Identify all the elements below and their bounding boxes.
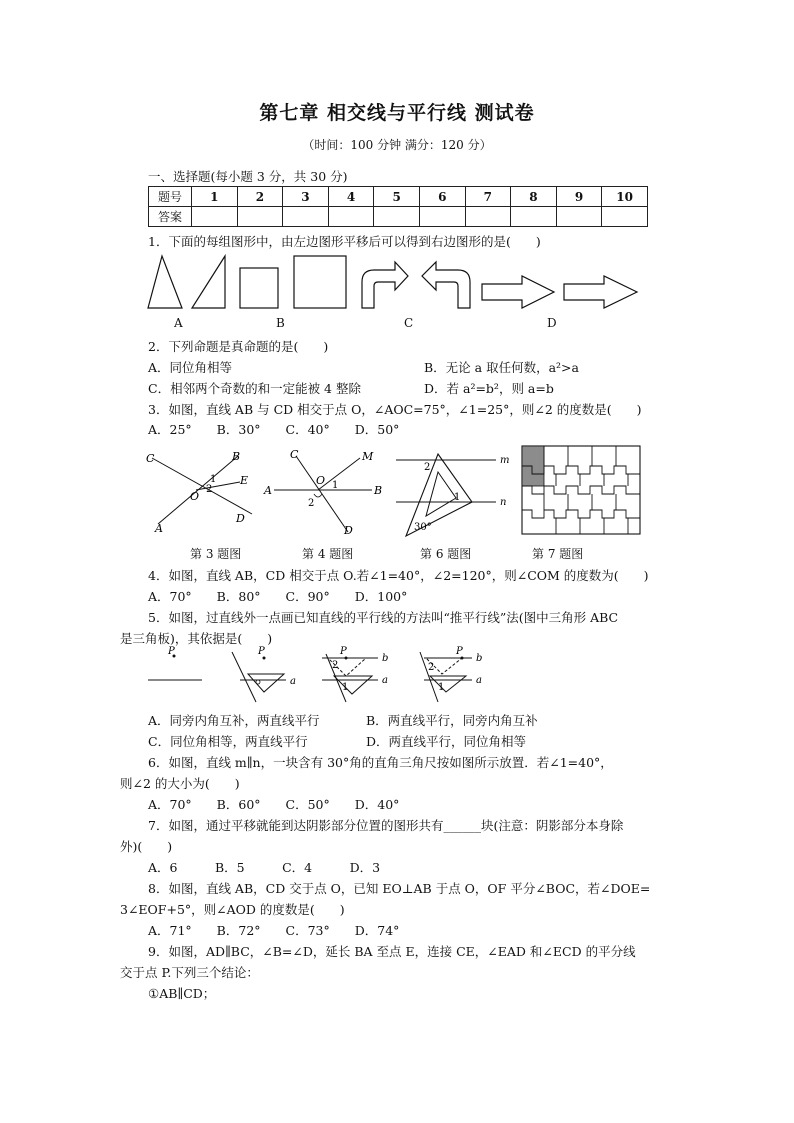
figure-label: D [344, 524, 353, 537]
option-label: A [174, 316, 183, 330]
answer-cell[interactable] [602, 207, 648, 227]
figure-caption: 第 3 题图 [190, 547, 242, 561]
question-5-option-d: D．两直线平行，同位角相等 [366, 734, 527, 749]
figure-label: 2 [206, 484, 213, 495]
option-label: B [276, 316, 285, 330]
question-9-stem-cont: 交于点 P.下列三个结论： [120, 965, 259, 980]
question-9-item-1: ①AB∥CD； [148, 986, 216, 1001]
question-6-stem-cont: 则∠2 的大小为( ) [120, 776, 240, 791]
figure-label: 1 [342, 682, 349, 693]
question-2-option-c: C．相邻两个奇数的和一定能被 4 整除 [148, 381, 361, 396]
question-number: 9 [556, 187, 602, 207]
question-number: 5 [374, 187, 420, 207]
question-3-options: A．25° B．30° C．40° D．50° [148, 422, 400, 437]
question-number: 1 [192, 187, 238, 207]
question-5-option-a: A．同旁内角互补，两直线平行 [148, 713, 320, 728]
figure-label: 2 [428, 662, 435, 673]
question-number: 8 [511, 187, 557, 207]
figure-label: 2 [424, 462, 431, 473]
question-2-stem: 2．下列命题是真命题的是( ) [148, 339, 329, 354]
question-5-stem: 5．如图，过直线外一点画已知直线的平行线的方法叫“推平行线”法(图中三角形 ABC [148, 610, 619, 625]
figure-label: P [168, 646, 175, 657]
question-1-figures [140, 250, 650, 316]
answer-cell[interactable] [237, 207, 283, 227]
figure-label: b [382, 653, 389, 664]
figure-question-5 [140, 646, 500, 708]
table-row-label: 题号 [149, 187, 192, 207]
figure-label: C [290, 448, 299, 461]
figure-question-6 [392, 448, 516, 540]
exam-info: （时间：100 分钟 满分：120 分） [302, 138, 492, 152]
figure-label: n [500, 497, 507, 508]
question-4-stem: 4．如图，直线 AB，CD 相交于点 O.若∠1=40°，∠2=120°，则∠COM 的度数为( ) [148, 568, 649, 583]
figure-label: 1 [332, 480, 339, 491]
figure-label: m [500, 455, 510, 466]
arrow-shape [482, 276, 554, 308]
question-5-option-b: B．两直线平行，同旁内角互补 [366, 713, 538, 728]
question-7-stem-cont: 外)( ) [120, 839, 173, 854]
small-square-shape [240, 268, 278, 308]
bent-arrow-right-shape [362, 262, 408, 308]
answer-cell[interactable] [374, 207, 420, 227]
question-5-option-c: C．同位角相等，两直线平行 [148, 734, 308, 749]
answer-cell[interactable] [465, 207, 511, 227]
figure-label: A [264, 484, 272, 497]
figure-label: P [456, 646, 463, 657]
figure-question-4 [262, 442, 388, 538]
answer-cell[interactable] [511, 207, 557, 227]
question-8-stem-cont: 3∠EOF+5°，则∠AOD 的度数是( ) [120, 902, 345, 917]
figure-label: a [290, 676, 296, 687]
figure-label: C [146, 452, 155, 465]
triangle-shape [148, 256, 182, 308]
answer-cell[interactable] [283, 207, 329, 227]
figure-label: D [236, 512, 245, 525]
answer-table [148, 186, 648, 227]
option-label: C [404, 316, 414, 330]
right-triangle-shape [192, 256, 225, 308]
figure-caption: 第 4 题图 [302, 547, 354, 561]
figure-label: P [258, 646, 265, 657]
question-3-stem: 3．如图，直线 AB 与 CD 相交于点 O，∠AOC=75°，∠1=25°，则∠2 的度数是( ) [148, 402, 642, 417]
section-heading: 一、选择题(每小题 3 分，共 30 分) [148, 169, 348, 184]
figure-label: P [340, 646, 347, 657]
figure-label: 1 [454, 492, 461, 503]
figure-caption: 第 7 题图 [532, 547, 584, 561]
question-2-option-d: D．若 a²=b²，则 a=b [424, 381, 554, 396]
question-number: 7 [465, 187, 511, 207]
figure-label: a [476, 675, 482, 686]
figure-label: A [155, 522, 163, 535]
bent-arrow-left-shape [422, 262, 470, 308]
question-2-option-a: A．同位角相等 [148, 360, 233, 375]
figure-label: 2 [332, 660, 339, 671]
figure-label: 1 [210, 474, 217, 485]
figure-label: B [232, 450, 241, 463]
figure-label: B [374, 484, 383, 497]
figure-question-3 [140, 442, 260, 538]
question-5-stem-cont: 是三角板)，其依据是( ) [120, 631, 273, 646]
question-number: 10 [602, 187, 648, 207]
question-4-options: A．70° B．80° C．90° D．100° [148, 589, 408, 604]
question-number: 4 [328, 187, 374, 207]
question-7-stem: 7．如图，通过平移就能到达阴影部分位置的图形共有______块(注意：阴影部分本身除 [148, 818, 624, 833]
figure-question-7 [520, 444, 642, 536]
question-8-options: A．71° B．72° C．73° D．74° [148, 923, 400, 938]
table-row-label: 答案 [149, 207, 192, 227]
figure-label: a [382, 675, 388, 686]
question-number: 2 [237, 187, 283, 207]
question-9-stem: 9．如图，AD∥BC，∠B=∠D，延长 BA 至点 E，连接 CE，∠EAD 和∠ECD 的平分线 [148, 944, 636, 959]
table-row [149, 187, 648, 207]
figure-label: 2 [308, 498, 315, 509]
answer-cell[interactable] [192, 207, 238, 227]
figure-label: O [316, 474, 326, 487]
question-7-options: A．6 B．5 C．4 D．3 [148, 860, 381, 875]
question-1-stem: 1．下面的每组图形中，由左边图形平移后可以得到右边图形的是( ) [148, 234, 541, 249]
figure-label: 30° [414, 522, 432, 533]
figure-label: M [362, 450, 374, 463]
answer-cell[interactable] [556, 207, 602, 227]
figure-label: b [476, 653, 483, 664]
figure-caption: 第 6 题图 [420, 547, 472, 561]
figure-label: O [190, 490, 200, 503]
figure-label: E [240, 474, 249, 487]
table-row [149, 207, 648, 227]
question-6-stem: 6．如图，直线 m∥n，一块含有 30°角的直角三角尺按如图所示放置．若∠1=40°， [148, 755, 613, 770]
answer-cell[interactable] [328, 207, 374, 227]
figure-label: 1 [438, 682, 445, 693]
question-2-option-b: B．无论 a 取任何数，a²>a [424, 360, 579, 375]
answer-cell[interactable] [419, 207, 465, 227]
question-number: 6 [419, 187, 465, 207]
question-8-stem: 8．如图，直线 AB，CD 交于点 O，已知 EO⊥AB 于点 O，OF 平分∠BOC，若∠DOE= [148, 881, 651, 896]
question-6-options: A．70° B．60° C．50° D．40° [148, 797, 400, 812]
arrow-shape [564, 276, 637, 308]
page-title: 第七章 相交线与平行线 测试卷 [259, 102, 535, 124]
large-square-shape [294, 256, 346, 308]
option-label: D [547, 316, 557, 330]
question-number: 3 [283, 187, 329, 207]
